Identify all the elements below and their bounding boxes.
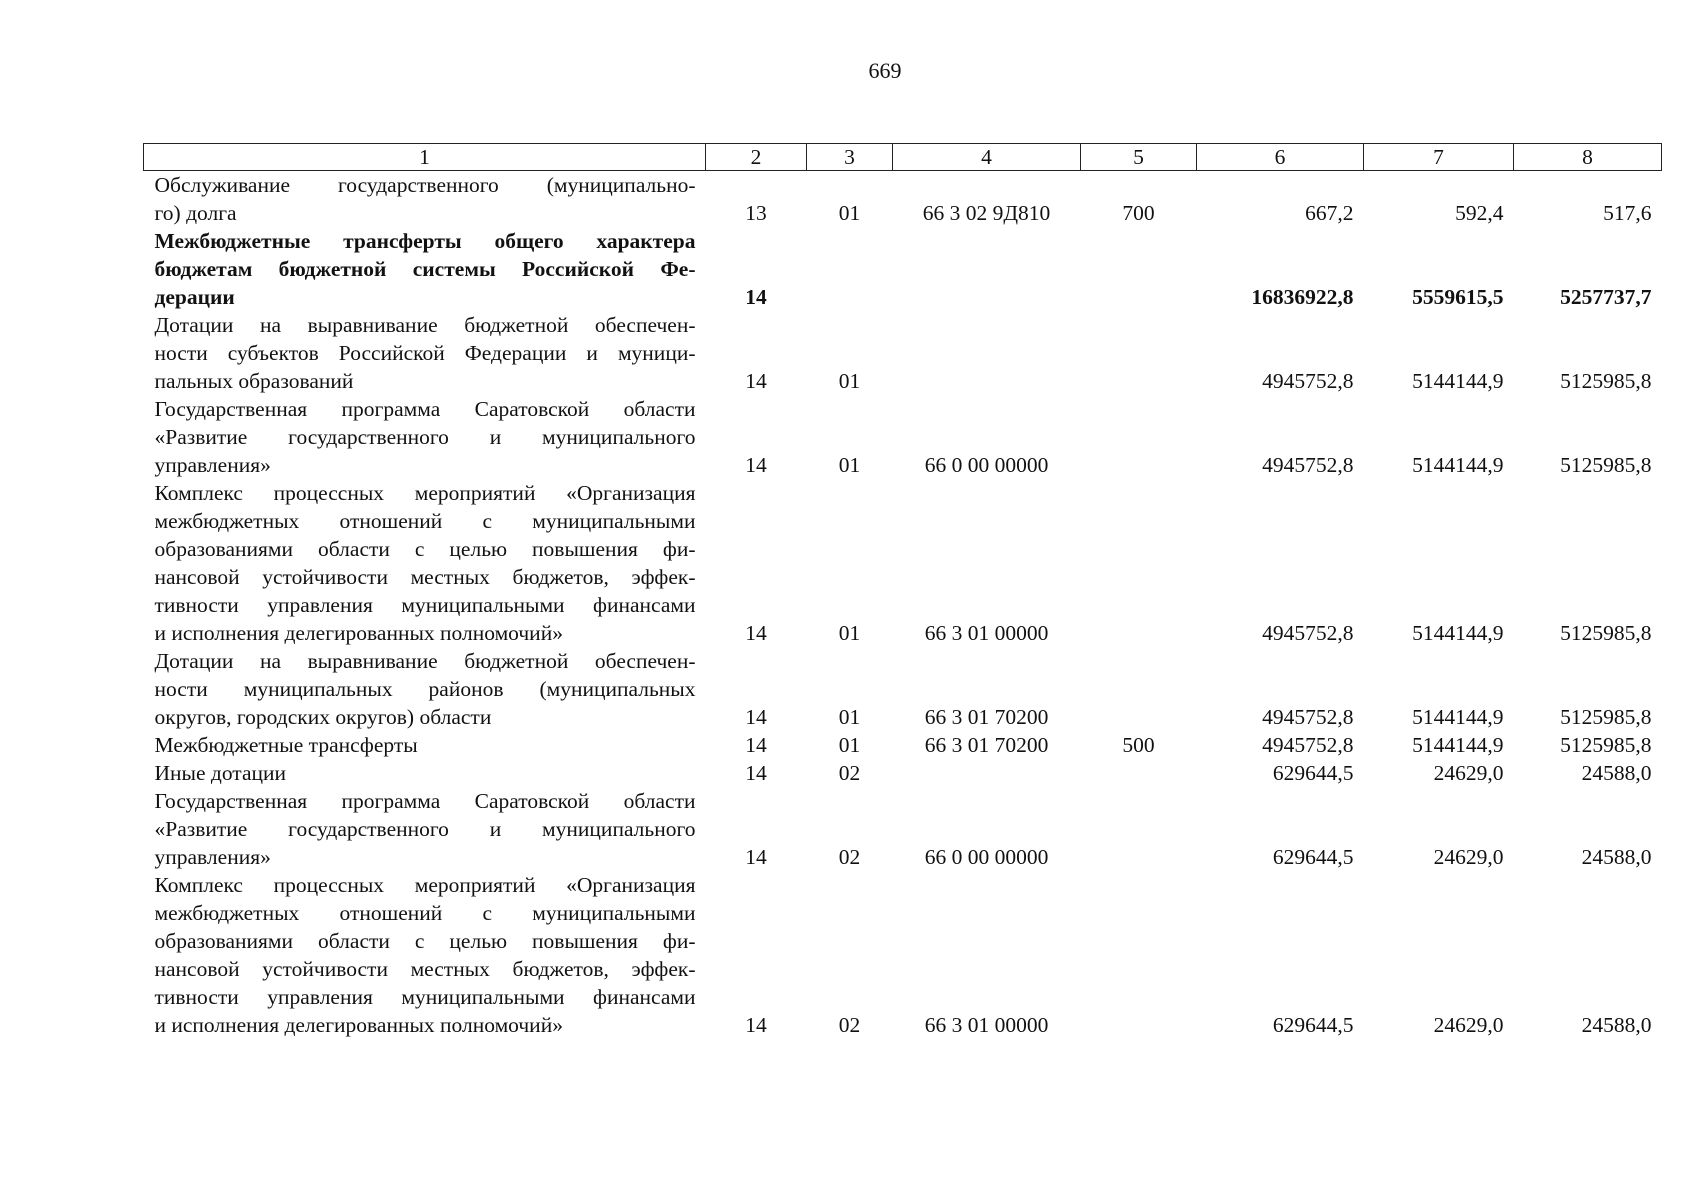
row-name-line: межбюджетных отношений с муниципальными bbox=[154, 901, 696, 925]
target-article-code: 66 3 01 70200 bbox=[924, 705, 1049, 729]
row-name-line: Государственная программа Саратовской области bbox=[154, 789, 696, 813]
row-name-line: бюджетам бюджетной системы Российской Фе- bbox=[154, 257, 696, 281]
column-number-6: 6 bbox=[1197, 144, 1364, 171]
row-name-line: управления» bbox=[154, 845, 271, 869]
row-name-line: и исполнения делегированных полномочий» bbox=[154, 621, 563, 645]
row-name bbox=[144, 395, 706, 479]
table-row bbox=[144, 227, 1662, 311]
target-article-code bbox=[893, 227, 1081, 311]
table-row bbox=[144, 395, 1662, 479]
row-name-line: управления» bbox=[154, 453, 271, 477]
table-row bbox=[144, 731, 1662, 759]
subsection-code: 01 bbox=[838, 453, 861, 477]
page-number: 669 bbox=[868, 58, 902, 83]
row-name bbox=[144, 171, 706, 228]
target-article-code: 66 3 02 9Д810 bbox=[922, 201, 1051, 225]
target-article-code: 66 0 00 00000 bbox=[924, 453, 1049, 477]
amount-col-7: 24629,0 bbox=[1433, 1013, 1504, 1037]
section-code: 14 bbox=[745, 453, 767, 477]
amount-col-8: 5125985,8 bbox=[1560, 621, 1652, 645]
row-name-line: ности субъектов Российской Федерации и муници- bbox=[154, 341, 696, 365]
row-name-line: Дотации на выравнивание бюджетной обеспечен- bbox=[154, 649, 696, 673]
target-article-code: 66 3 01 00000 bbox=[924, 1013, 1049, 1037]
column-number-7: 7 bbox=[1364, 144, 1514, 171]
amount-col-6: 4945752,8 bbox=[1262, 705, 1354, 729]
amount-col-6: 629644,5 bbox=[1272, 1013, 1354, 1037]
row-name-line: Межбюджетные трансферты общего характера bbox=[154, 229, 696, 253]
section-code: 14 bbox=[745, 705, 767, 729]
column-number-3: 3 bbox=[807, 144, 893, 171]
amount-col-7: 5559615,5 bbox=[1412, 285, 1504, 309]
row-name-line: ности муниципальных районов (муниципальных bbox=[154, 677, 696, 701]
row-name bbox=[144, 227, 706, 311]
amount-col-7: 5144144,9 bbox=[1412, 705, 1504, 729]
subsection-code bbox=[807, 227, 893, 311]
amount-col-6: 16836922,8 bbox=[1251, 285, 1354, 309]
row-name-line: округов, городских округов) области bbox=[154, 705, 492, 729]
section-code: 13 bbox=[745, 201, 767, 225]
expense-type-code bbox=[1081, 871, 1197, 1039]
row-name-line: Обслуживание государственного (муниципально- bbox=[154, 173, 696, 197]
amount-col-6: 4945752,8 bbox=[1262, 453, 1354, 477]
row-name-line: Комплекс процессных мероприятий «Организация bbox=[154, 481, 696, 505]
row-name bbox=[144, 647, 706, 731]
target-article-code: 66 3 01 00000 bbox=[924, 621, 1049, 645]
table-row bbox=[144, 759, 1662, 787]
row-name bbox=[144, 731, 706, 759]
section-code: 14 bbox=[745, 733, 767, 757]
expense-type-code bbox=[1081, 787, 1197, 871]
row-name bbox=[144, 479, 706, 647]
expense-type-code bbox=[1081, 479, 1197, 647]
target-article-code bbox=[893, 759, 1081, 787]
row-name-line: нансовой устойчивости местных бюджетов, эффек- bbox=[154, 957, 696, 981]
subsection-code: 02 bbox=[838, 761, 861, 785]
target-article-code bbox=[893, 311, 1081, 395]
row-name-line: тивности управления муниципальными финансами bbox=[154, 985, 696, 1009]
amount-col-6: 4945752,8 bbox=[1262, 621, 1354, 645]
table-body bbox=[144, 171, 1662, 1040]
row-name-line: нансовой устойчивости местных бюджетов, эффек- bbox=[154, 565, 696, 589]
expense-type-code bbox=[1081, 647, 1197, 731]
row-name bbox=[144, 311, 706, 395]
amount-col-7: 5144144,9 bbox=[1412, 453, 1504, 477]
amount-col-7: 5144144,9 bbox=[1412, 733, 1504, 757]
amount-col-7: 5144144,9 bbox=[1412, 621, 1504, 645]
table-row bbox=[144, 311, 1662, 395]
row-name-line: образованиями области с целью повышения фи- bbox=[154, 929, 696, 953]
amount-col-6: 667,2 bbox=[1305, 201, 1354, 225]
amount-col-8: 24588,0 bbox=[1581, 1013, 1652, 1037]
table-row bbox=[144, 647, 1662, 731]
amount-col-7: 24629,0 bbox=[1433, 845, 1504, 869]
row-name bbox=[144, 871, 706, 1039]
row-name-line: образованиями области с целью повышения фи- bbox=[154, 537, 696, 561]
budget-table bbox=[143, 143, 1662, 1039]
amount-col-6: 629644,5 bbox=[1272, 761, 1354, 785]
amount-col-8: 517,6 bbox=[1603, 201, 1652, 225]
section-code: 14 bbox=[745, 761, 767, 785]
row-name-line: Государственная программа Саратовской области bbox=[154, 397, 696, 421]
table-row bbox=[144, 871, 1662, 1039]
section-code: 14 bbox=[745, 1013, 767, 1037]
row-name-line: «Развитие государственного и муниципального bbox=[154, 817, 696, 841]
row-name bbox=[144, 759, 706, 787]
amount-col-8: 5125985,8 bbox=[1560, 453, 1652, 477]
subsection-code: 01 bbox=[838, 621, 861, 645]
column-number-4: 4 bbox=[893, 144, 1081, 171]
target-article-code: 66 3 01 70200 bbox=[924, 733, 1049, 757]
subsection-code: 01 bbox=[838, 705, 861, 729]
amount-col-8: 5125985,8 bbox=[1560, 705, 1652, 729]
expense-type-code bbox=[1081, 759, 1197, 787]
column-number-8: 8 bbox=[1514, 144, 1662, 171]
row-name-line: Дотации на выравнивание бюджетной обеспечен- bbox=[154, 313, 696, 337]
expense-type-code bbox=[1081, 227, 1197, 311]
subsection-code: 01 bbox=[838, 369, 861, 393]
subsection-code: 01 bbox=[838, 201, 861, 225]
column-number-row bbox=[144, 144, 1662, 171]
expense-type-code bbox=[1081, 311, 1197, 395]
row-name-line: Комплекс процессных мероприятий «Организация bbox=[154, 873, 696, 897]
row-name-line: дерации bbox=[154, 285, 235, 309]
section-code: 14 bbox=[745, 369, 767, 393]
section-code: 14 bbox=[745, 845, 767, 869]
row-name-line: и исполнения делегированных полномочий» bbox=[154, 1013, 563, 1037]
row-name-line: межбюджетных отношений с муниципальными bbox=[154, 509, 696, 533]
amount-col-6: 4945752,8 bbox=[1262, 733, 1354, 757]
section-code: 14 bbox=[745, 285, 767, 309]
table-row bbox=[144, 787, 1662, 871]
amount-col-8: 5257737,7 bbox=[1560, 285, 1652, 309]
table-row bbox=[144, 171, 1662, 228]
amount-col-8: 24588,0 bbox=[1581, 761, 1652, 785]
amount-col-8: 5125985,8 bbox=[1560, 369, 1652, 393]
column-number-5: 5 bbox=[1081, 144, 1197, 171]
amount-col-8: 5125985,8 bbox=[1560, 733, 1652, 757]
amount-col-6: 4945752,8 bbox=[1262, 369, 1354, 393]
row-name-line: Межбюджетные трансферты bbox=[154, 733, 418, 757]
row-name-line: го) долга bbox=[154, 201, 237, 225]
subsection-code: 02 bbox=[838, 1013, 861, 1037]
amount-col-7: 24629,0 bbox=[1433, 761, 1504, 785]
amount-col-8: 24588,0 bbox=[1581, 845, 1652, 869]
row-name-line: Иные дотации bbox=[154, 761, 287, 785]
amount-col-7: 592,4 bbox=[1455, 201, 1504, 225]
expense-type-code: 700 bbox=[1122, 201, 1155, 225]
table-row bbox=[144, 479, 1662, 647]
row-name-line: пальных образований bbox=[154, 369, 354, 393]
amount-col-7: 5144144,9 bbox=[1412, 369, 1504, 393]
expense-type-code: 500 bbox=[1122, 733, 1155, 757]
row-name-line: тивности управления муниципальными финансами bbox=[154, 593, 696, 617]
expense-type-code bbox=[1081, 395, 1197, 479]
column-number-1: 1 bbox=[144, 144, 706, 171]
subsection-code: 02 bbox=[838, 845, 861, 869]
amount-col-6: 629644,5 bbox=[1272, 845, 1354, 869]
column-number-2: 2 bbox=[706, 144, 807, 171]
target-article-code: 66 0 00 00000 bbox=[924, 845, 1049, 869]
row-name bbox=[144, 787, 706, 871]
subsection-code: 01 bbox=[838, 733, 861, 757]
row-name-line: «Развитие государственного и муниципального bbox=[154, 425, 696, 449]
section-code: 14 bbox=[745, 621, 767, 645]
